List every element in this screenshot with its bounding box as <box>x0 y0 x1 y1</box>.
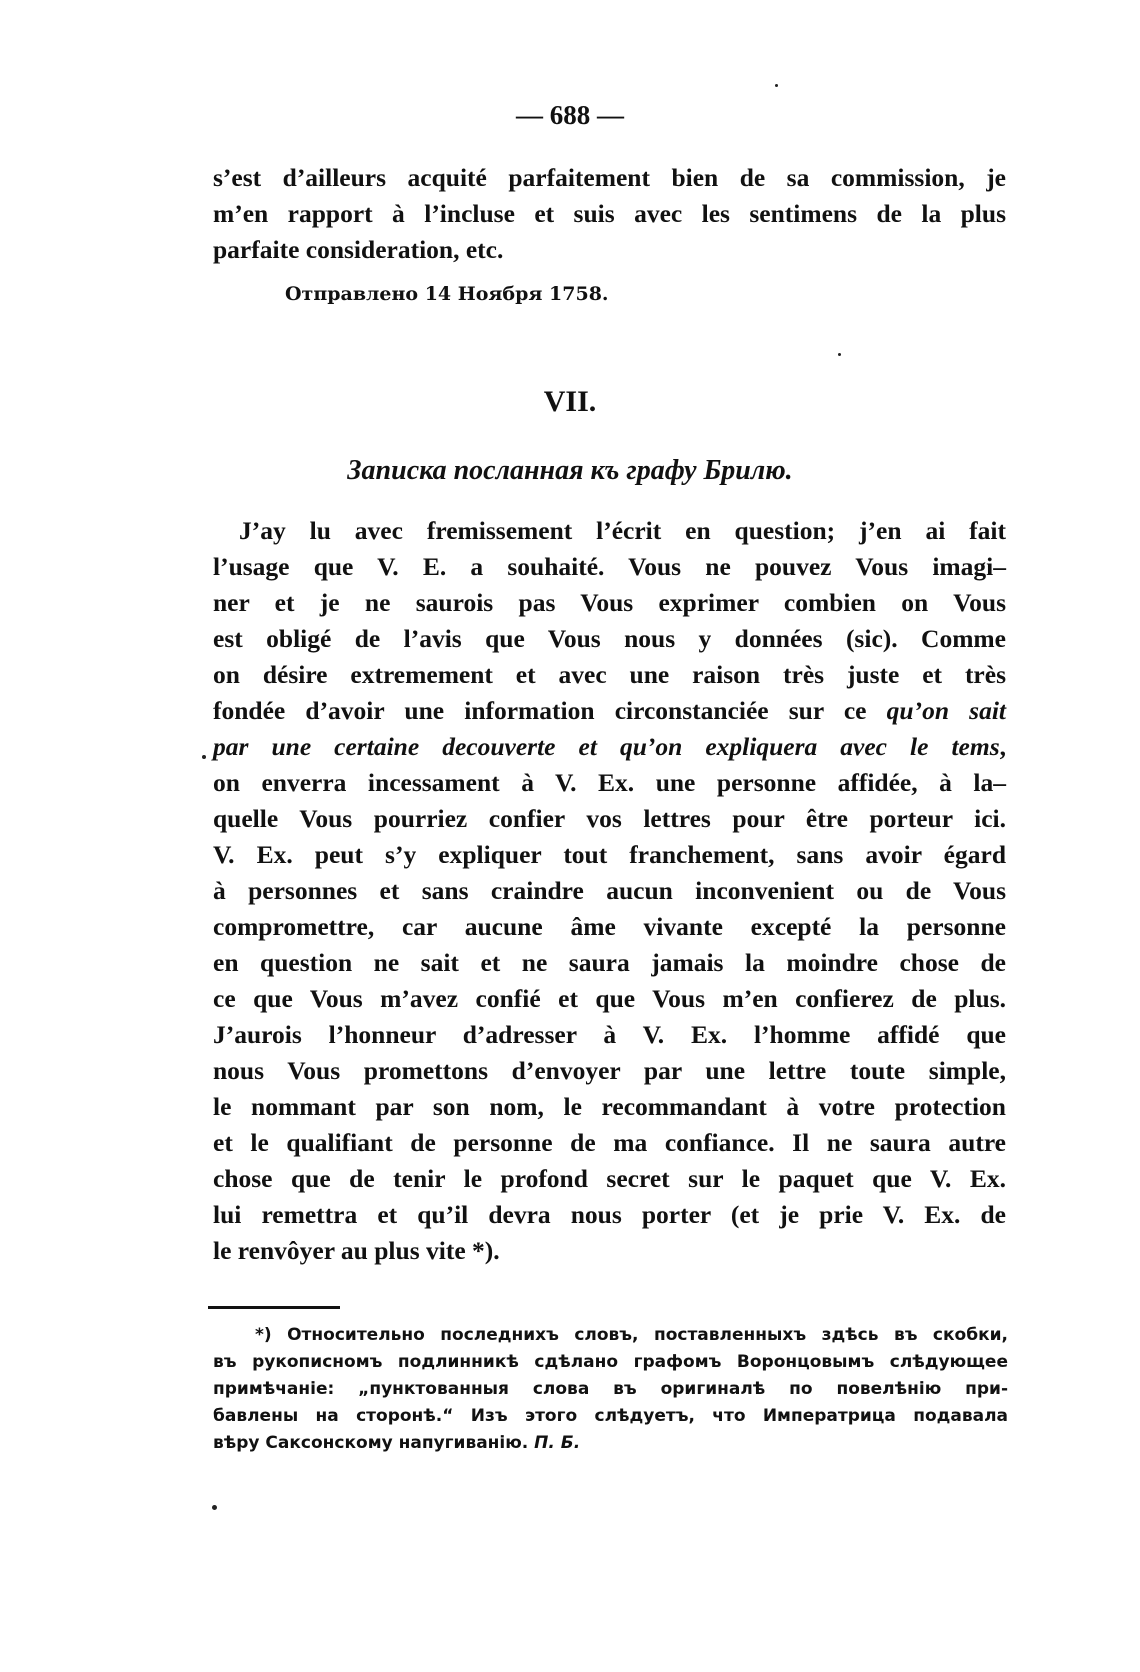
footnote-signature: П. Б. <box>534 1433 581 1453</box>
italic-fragment: qu’on sait <box>886 696 1006 725</box>
footnote <box>213 1322 1008 1457</box>
text-line: compromettre, car aucune âme vivante excepté la personne <box>213 912 1006 941</box>
text-line: à personnes et sans craindre aucun inconvenient ou de Vous <box>213 876 1006 905</box>
text-line: nous Vous promettons d’envoyer par une lettre toute simple, <box>213 1056 1006 1085</box>
footnote-text: вѣру Саксонскому напугиванію. <box>213 1433 529 1453</box>
text-fragment: fondée d’avoir une information circonstanciée sur ce <box>213 696 887 725</box>
text-line: et le qualifiant de personne de ma confiance. Il ne saura autre <box>213 1128 1006 1157</box>
footnote-divider <box>208 1306 340 1309</box>
text-line: chose que de tenir le profond secret sur le paquet que V. Ex. <box>213 1164 1006 1193</box>
text-line: on enverra incessament à V. Ex. une personne affidée, à la– <box>213 768 1006 797</box>
footnote-line <box>213 1430 1008 1457</box>
text-line: J’ay lu avec fremissement l’écrit en question; j’en ai fait <box>239 516 1006 545</box>
text-line: le nommant par son nom, le recommandant à votre protection <box>213 1092 1006 1121</box>
text-line: ce que Vous m’avez confié et que Vous m’en confierez de plus. <box>213 984 1006 1013</box>
letter-body <box>213 513 1006 1269</box>
text-fragment: , <box>999 732 1006 761</box>
footnote-line: бавлены на сторонѣ.“ Изъ этого слѣдуетъ, что Императрица подавала <box>213 1406 1008 1426</box>
footnote-line: примѣчаніе: „пунктованныя слова въ оригиналѣ по повелѣнію при- <box>213 1379 1008 1399</box>
text-line: s’est d’ailleurs acquité parfaitement bien de sa commission, je <box>213 163 1006 192</box>
scan-speck <box>212 1505 217 1510</box>
text-line: ner et je ne saurois pas Vous exprimer combien on Vous <box>213 588 1006 617</box>
scan-speck <box>775 84 778 87</box>
scan-speck <box>202 755 206 759</box>
text-line <box>213 729 1006 765</box>
footnote-line: въ рукописномъ подлинникѣ сдѣлано графомъ Воронцовымъ слѣдующее <box>213 1352 1008 1372</box>
text-line: quelle Vous pourriez confier vos lettres pour être porteur ici. <box>213 804 1006 833</box>
scan-speck <box>838 353 841 356</box>
text-line: on désire extremement et avec une raison très juste et très <box>213 660 1006 689</box>
dispatch-note: Отправлено 14 Ноября 1758. <box>285 283 609 305</box>
footnote-line: *) Относительно последнихъ словъ, поставленныхъ здѣсь въ скобки, <box>255 1325 1008 1345</box>
section-number: VII. <box>543 385 597 418</box>
text-line: parfaite consideration, etc. <box>213 235 504 264</box>
section-title: Записка посланная къ графу Брилю. <box>347 455 793 486</box>
page-number: — 688 — <box>516 100 624 130</box>
text-line: V. Ex. peut s’y expliquer tout franchement, sans avoir égard <box>213 840 1006 869</box>
text-line: m’en rapport à l’incluse et suis avec les sentimens de la plus <box>213 199 1006 228</box>
text-line: en question ne sait et ne saura jamais la moindre chose de <box>213 948 1006 977</box>
text-line: le renvôyer au plus vite *). <box>213 1236 500 1265</box>
continuation-paragraph <box>213 160 1006 268</box>
text-line: J’aurois l’honneur d’adresser à V. Ex. l’homme affidé que <box>213 1020 1006 1049</box>
text-line <box>213 693 1006 729</box>
text-line: est obligé de l’avis que Vous nous y données (sic). Comme <box>213 624 1006 653</box>
text-line: l’usage que V. E. a souhaité. Vous ne pouvez Vous imagi– <box>213 552 1006 581</box>
italic-fragment: par une certaine decouverte et qu’on expliquera avec le tems <box>213 732 1000 761</box>
text-line: lui remettra et qu’il devra nous porter (et je prie V. Ex. de <box>213 1200 1006 1229</box>
